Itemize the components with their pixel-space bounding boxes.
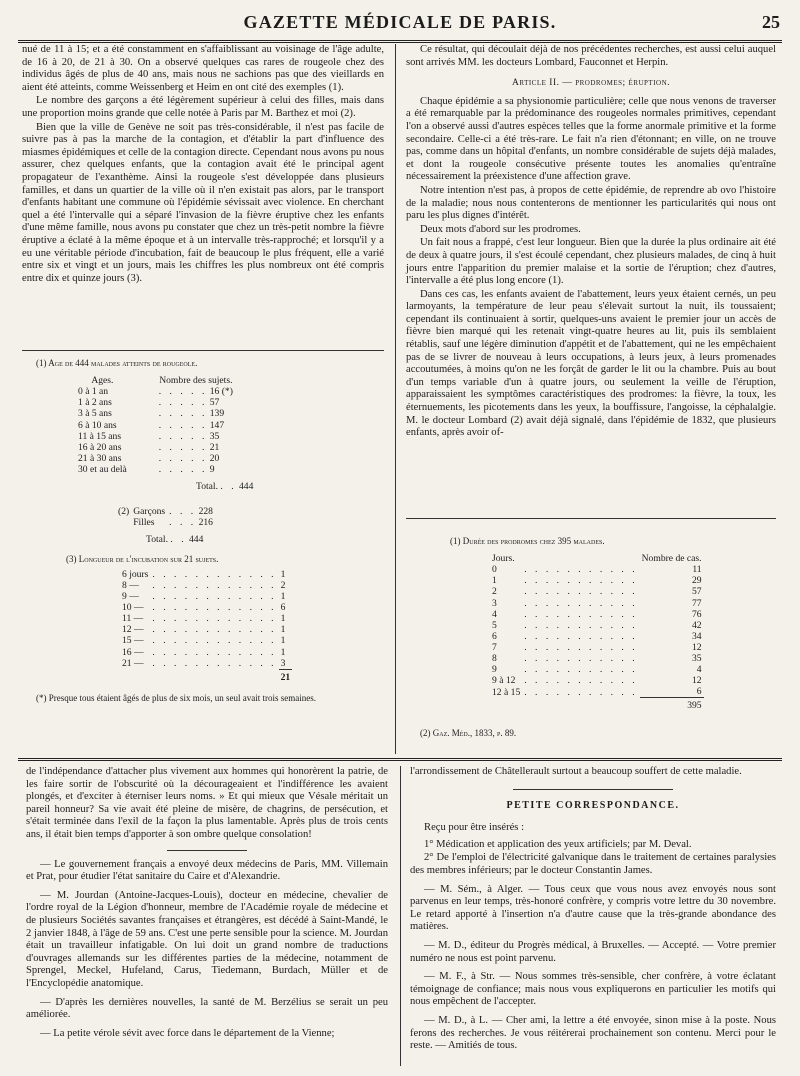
footnotes-right	[420, 536, 770, 739]
paragraph: l'arrondissement de Châtellerault surtout a beaucoup souffert de cette maladie.	[410, 766, 742, 777]
paragraph: de l'indépendance d'attacher plus vivement aux hommes qui honorèrent la patrie, de les faire sortir de l'obscurité où la décourageaient et l'indifférence les avaient plongés, et d'exciter à éterniser leurs noms. » Et qui mieux que Vésale méritait un pareil honneur? Sa vie avait été pleine de misère, de chagrins, de persécution, et s'était terminée dans l'exil de la façon la plus lamentable. Après plus de trois cents ans, il était bien temps d'apporter à son ombre quelque consolation!	[26, 766, 388, 840]
table-row: 21 — . . . . . . . . . . . . 3	[120, 658, 292, 670]
table-cell: 9 à 12	[492, 675, 516, 687]
table-row: 9 à 12 . . . . . . . . . . . 12	[492, 675, 702, 687]
table-cell: 16 —	[122, 646, 144, 658]
lower-left-column	[26, 766, 388, 1041]
table-cell: 42	[691, 619, 702, 631]
table-cell: 9 —	[122, 591, 139, 603]
table-row: 2 . . . . . . . . . . . 57	[492, 586, 702, 598]
table-cell: 20	[209, 452, 220, 464]
table-row: 1 à 2 ans . . . . . 57	[78, 397, 220, 409]
table-cell: 3	[492, 597, 497, 609]
table-row: 16 — . . . . . . . . . . . . 1	[120, 647, 292, 658]
age-table	[76, 375, 235, 475]
paragraph: Le nombre des garçons a été légèrement supérieur à celui des filles, mais dans une proportion moins grande que celle notée à Paris par M. Barthez et moi (2).	[22, 95, 384, 119]
age-total: Total. . . 444	[196, 481, 254, 493]
table-cell: 12	[691, 641, 702, 653]
table-cell: 21 —	[122, 657, 144, 669]
table-cell: 34	[691, 630, 702, 642]
table-header: Nombre de cas.	[641, 553, 702, 565]
paragraph: Deux mots d'abord sur les prodromes.	[420, 223, 581, 235]
paragraph: Notre intention n'est pas, à propos de cette épidémie, de reprendre ab ovo l'histoire de la maladie; nous nous contenterons de mentionner les particularités qui nous ont paru les plus dignes d'intérêt.	[406, 184, 776, 222]
table-cell: 6	[492, 630, 497, 642]
table-cell: 1	[280, 591, 286, 603]
table-row: 8 — . . . . . . . . . . . . 2	[120, 580, 292, 591]
table-header: Jours.	[492, 553, 515, 565]
divider	[513, 789, 673, 790]
news-item: — La petite vérole sévit avec force dans le département de la Vienne;	[40, 1027, 335, 1039]
table-row: 12 à 15 . . . . . . . . . . . 6	[492, 686, 702, 698]
table-cell: 1 à 2 ans	[78, 397, 112, 409]
table-cell: 139	[209, 408, 225, 420]
table-row: 0 à 1 an . . . . . 16 (*)	[78, 386, 233, 398]
total-value: 444	[189, 534, 204, 546]
table-cell: Garçons	[133, 506, 166, 518]
footnote-star: (*) Presque tous étaient âgés de plus de six mois, un seul avait trois semaines.	[36, 692, 316, 703]
age-table-title: (1) Age de 444 malades atteints de rougeole.	[36, 358, 198, 368]
table-cell: 57	[691, 586, 702, 598]
divider	[167, 850, 247, 851]
table-row: 12 — . . . . . . . . . . . . 1	[120, 624, 292, 635]
correspondence-item: 2° De l'emploi de l'électricité galvanique dans le traitement de certaines paralysies des membres inférieurs; par le docteur Constantin James.	[410, 852, 776, 876]
section-title: PETITE CORRESPONDANCE.	[506, 799, 680, 811]
table-cell: 11 —	[122, 613, 144, 625]
footnote-mark: (2)	[118, 506, 130, 518]
table-cell: 9	[209, 463, 215, 475]
table-row: (2) Garçons . . . 228	[118, 506, 213, 518]
news-item: — D'après les dernières nouvelles, la santé de M. Berzélius se serait un peu améliorée.	[26, 996, 388, 1021]
table-cell: 4	[696, 664, 702, 676]
table-cell: 3	[280, 657, 286, 669]
paragraph: Bien que la ville de Genève ne soit pas très-considérable, il n'est pas facile de suivre pas à pas la marche de la contagion, et d'établir la part d'influence des miasmes épidémiques et celle de la contagion directe. Cependant nous avons pu nous assurer, chez quelques enfants, que la contagion avait été le principal agent propagateur de l'exanthème. Ainsi la rougeole s'est développée dans plusieurs familles, et dans un quartier de la ville où il n'en existait pas alors, par le transport d'enfants habitant une commune où l'épidémie sévissait avec violence. En cherchant quel a été l'intervalle qui a séparé l'invasion de la fièvre éruptive chez les enfants d'une même famille, nous avons pu constater que chez un très-petit nombre la fièvre éruptive a éclaté à la même époque et à un intervalle très-rapproché; et lorsqu'il y a eu une véritable période d'incubation, fait de beaucoup le plus fréquent, elle a varié entre six et vingt et un jours, mais les chiffres les plus nombreux ont été compris entre dix et quinze jours (3).	[22, 121, 384, 284]
table-cell: 4	[492, 608, 497, 620]
paragraph: nué de 11 à 15; et a été constamment en s'affaiblissant au voisinage de l'âge adulte, de 16 à 20, de 21 à 30. On a observé quelques cas rares de rougeole chez des individus âgés de plus de 40 ans, mais nous ne sachions pas que des vieillards en aient été atteints, comme Weissenberg et Heim en ont cité des exemples (1).	[22, 44, 384, 93]
table-row: 6 à 10 ans . . . . . 147	[78, 419, 225, 431]
table-row: 5 . . . . . . . . . . . 42	[492, 619, 702, 631]
table-cell: 147	[209, 419, 225, 431]
correspondence-item: — M. F., à Str. — Nous sommes très-sensible, cher confrère, à votre éclatant témoignage de confiance; mais nous vous expliquerons en particulier les motifs qui nous empêchent de l'accepter.	[410, 971, 776, 1008]
incubation-total: 21	[279, 669, 293, 683]
table-cell: 16 à 20 ans	[78, 441, 122, 453]
incubation-title: (3) Longueur de l'incubation sur 21 sujets.	[66, 553, 219, 564]
table-cell: 1	[280, 568, 286, 580]
table-cell: 8 —	[122, 579, 139, 591]
table-row: 6 jours . . . . . . . . . . . . 1	[120, 569, 292, 580]
table-row: Filles . . . 216	[133, 517, 213, 529]
table-cell: 10 —	[122, 602, 144, 614]
masthead	[20, 12, 780, 38]
table-cell: 1	[280, 624, 286, 636]
upper-right-column	[406, 44, 776, 441]
paragraph: Ce résultat, qui découlait déjà de nos précédentes recherches, est aussi celui auquel sont arrivés MM. les docteurs Lombard, Fauconnet et Herpin.	[406, 44, 776, 68]
table-cell: 7	[492, 641, 497, 653]
table-cell: 216	[198, 517, 213, 529]
newspaper-title: GAZETTE MÉDICALE DE PARIS.	[243, 12, 557, 32]
table-cell: 11	[692, 564, 702, 576]
table-cell: 6 jours	[122, 568, 149, 580]
table-cell: 1	[492, 575, 497, 587]
table-cell: 6	[280, 602, 286, 614]
table-row: 16 à 20 ans . . . . . 21	[78, 441, 220, 453]
table-cell: 12	[691, 675, 702, 687]
table-cell: 1	[280, 613, 286, 625]
table-cell: 16 (*)	[209, 386, 233, 398]
table-cell: 29	[691, 575, 702, 587]
table-cell: 11 à 15 ans	[78, 430, 122, 442]
table-cell: 0	[492, 564, 497, 576]
table-cell: 3 à 5 ans	[78, 408, 112, 420]
upper-left-column	[22, 44, 384, 286]
table-row: 3 à 5 ans . . . . . 139	[78, 408, 225, 420]
lower-right-column	[410, 766, 776, 1054]
prodromes-total: 395	[640, 698, 704, 712]
table-cell: 35	[691, 653, 702, 665]
correspondence-item: — M. Sém., à Alger. — Tous ceux que vous nous avez envoyés nous sont parvenus en leur temps, très-honoré confrère, y compris votre lettre du 30 novembre. Le retard apporté à l'insertion n'a d'autre cause que la très-grande abondance des matières.	[410, 883, 776, 933]
table-cell: 2	[492, 586, 497, 598]
table-row: 7 . . . . . . . . . . . 12	[492, 641, 702, 653]
table-row: 9 — . . . . . . . . . . . . 1	[120, 591, 292, 602]
table-cell: 35	[209, 430, 220, 442]
table-row: 30 et au delà . . . . . 9	[78, 463, 215, 475]
total-value: 444	[239, 481, 254, 493]
table-cell: 2	[280, 579, 286, 591]
table-row: 21 à 30 ans . . . . . 20	[78, 452, 220, 464]
table-header: Ages.	[91, 375, 114, 387]
column-divider	[395, 44, 396, 754]
paragraph: Reçu pour être insérés :	[424, 822, 525, 834]
footnote-rule-right	[406, 518, 776, 519]
footnote-rule-left	[22, 350, 384, 351]
table-cell: 6 à 10 ans	[78, 419, 117, 431]
table-cell: 21	[209, 441, 220, 453]
correspondence-item: 1° Médication et application des yeux artificiels; par M. Deval.	[424, 838, 692, 850]
table-cell: 12 à 15	[492, 686, 521, 698]
table-row: 0 . . . . . . . . . . . 11	[492, 564, 702, 576]
incubation-table	[120, 569, 292, 683]
column-divider	[400, 766, 401, 1066]
table-cell: 6	[696, 686, 702, 698]
sex-table	[116, 506, 215, 528]
footnotes-left	[36, 358, 376, 704]
total-label: Total.	[196, 481, 218, 493]
paragraph: Chaque épidémie a sa physionomie particulière; celle que nous venons de traverser a été remarquable par la prédominance des rougeoles normales primitives, cependant l'on a observé aussi d'autres espèces telles que la forme anormale primitive et la forme secondaire. Celle-ci a été très-rare. Le fait n'a rien d'étonnant; en ville, on ne trouve pas, comme dans un hôpital d'enfants, un nombre considérable de sujets déjà malades, et dont la rougeole consécutive présente toutes les anomalies qu'entraîne nécessairement la préexistence d'une affection grave.	[406, 95, 776, 183]
table-cell: 228	[198, 506, 213, 518]
news-item: — Le gouvernement français a envoyé deux médecins de Paris, MM. Villemain et Prat, pour étudier l'état sanitaire du Caire et d'Alexandrie.	[26, 858, 388, 883]
table-cell: 15 —	[122, 635, 144, 647]
footnote-reference: (2) Gaz. Méd., 1833, p. 89.	[420, 727, 517, 738]
news-item: — M. Jourdan (Antoine-Jacques-Louis), docteur en médecine, chevalier de l'ordre royal de la Légion d'honneur, membre de l'Académie royale de médecine et de plusieurs Sociétés savantes françaises et étrangères, est décédé à Saint-Mandé, le 2 janvier 1848, à l'âge de 59 ans. C'est une perte sensible pour la science. M. Jourdan était un travailleur infatigable. On lui doit un grand nombre de traductions d'ouvrages allemands sur les différentes parties de la médecine, notamment de Sprengel, Meckel, Hufeland, Carus, Tiedemann, Burdach, Müller et de l'Encyclopédie anatomique.	[26, 889, 388, 989]
table-row: 15 — . . . . . . . . . . . . 1	[120, 635, 292, 646]
table-cell: 1	[280, 646, 286, 658]
paragraph: Un fait nous a frappé, c'est leur longueur. Bien que la durée la plus ordinaire ait été de deux à quatre jours, il s'est écoulé cependant, chez plusieurs malades, de cinq à huit jours entre l'apparition du premier malaise et la sortie de l'éruption; chez d'autres, l'intervalle a été plus long encore (1).	[406, 237, 776, 287]
prodromes-table	[490, 553, 704, 711]
paragraph: Dans ces cas, les enfants avaient de l'abattement, leurs yeux étaient cernés, un peu larmoyants, la température de leur peau s'élevait surtout la nuit, ils toussaient; cependant ils continuaient à sortir, quelques-uns avaient le premier jour un accès de fièvre bien marqué qui les retenait vingt-quatre heures au lit, puis ils semblaient rétablis, sauf une légère diminution d'appétit et de l'abattement, qui ne les empêchaient pas de se livrer de nouveau à leurs occupations, à leurs jeux, à leurs promenades accoutumées, à moins qu'on ne les forçât de garder le lit ou la chambre. Puis au bout d'un temps variable d'un à quatre jours, ou seulement la veille de l'éruption, apparaissaient les symptômes caractéristiques des prodromes: la fièvre, la toux, les éternuements, les picotements dans les yeux, la bouffissure, l'angoisse, la céphalalgie. M. le docteur Lombard (2) avait déjà signalé, dans l'épidémie de 1832, que plusieurs enfants, après avoir of-	[406, 288, 776, 439]
table-row: 8 . . . . . . . . . . . 35	[492, 653, 702, 665]
table-cell: 1	[280, 635, 286, 647]
header-rule	[18, 40, 782, 43]
section-title: Article II. — prodromes; éruption.	[511, 78, 671, 89]
total-label: Total.	[146, 534, 168, 546]
sex-total: Total. . . 444	[146, 534, 204, 546]
table-cell: 76	[691, 608, 702, 620]
table-cell: 8	[492, 653, 497, 665]
table-row: 1 . . . . . . . . . . . 29	[492, 575, 702, 587]
prodromes-table-title: (1) Durée des prodromes chez 395 malades.	[450, 536, 605, 546]
table-cell: 12 —	[122, 624, 144, 636]
table-cell: 0 à 1 an	[78, 386, 109, 398]
table-cell: 30 et au delà	[78, 463, 127, 475]
table-row: 3 . . . . . . . . . . . 77	[492, 597, 702, 609]
table-row: 11 — . . . . . . . . . . . . 1	[120, 613, 292, 624]
table-cell: 77	[691, 597, 702, 609]
correspondence-item: — M. D., éditeur du Progrès médical, à Bruxelles. — Accepté. — Votre premier numéro ne nous est point parvenu.	[410, 939, 776, 964]
table-cell: Filles	[133, 517, 155, 529]
table-cell: 9	[492, 664, 497, 676]
page-number: 25	[762, 12, 780, 32]
table-row: 4 . . . . . . . . . . . 76	[492, 608, 702, 620]
table-cell: 5	[492, 619, 497, 631]
table-row: 9 . . . . . . . . . . . 4	[492, 664, 702, 676]
table-cell: 21 à 30 ans	[78, 452, 122, 464]
table-header: Nombre des sujets.	[159, 375, 233, 387]
section-rule	[18, 758, 782, 761]
table-row: 10 — . . . . . . . . . . . . 6	[120, 602, 292, 613]
table-cell: 57	[209, 397, 220, 409]
table-row: 6 . . . . . . . . . . . 34	[492, 630, 702, 642]
table-row: 11 à 15 ans . . . . . 35	[78, 430, 220, 442]
correspondence-item: — M. D., à L. — Cher ami, la lettre a été envoyée, sinon mise à la poste. Nous ferons des recherches. Je vous réitérerai prochainement son contenu. Merci pour le reste. — Amitiés de tous.	[410, 1014, 776, 1052]
